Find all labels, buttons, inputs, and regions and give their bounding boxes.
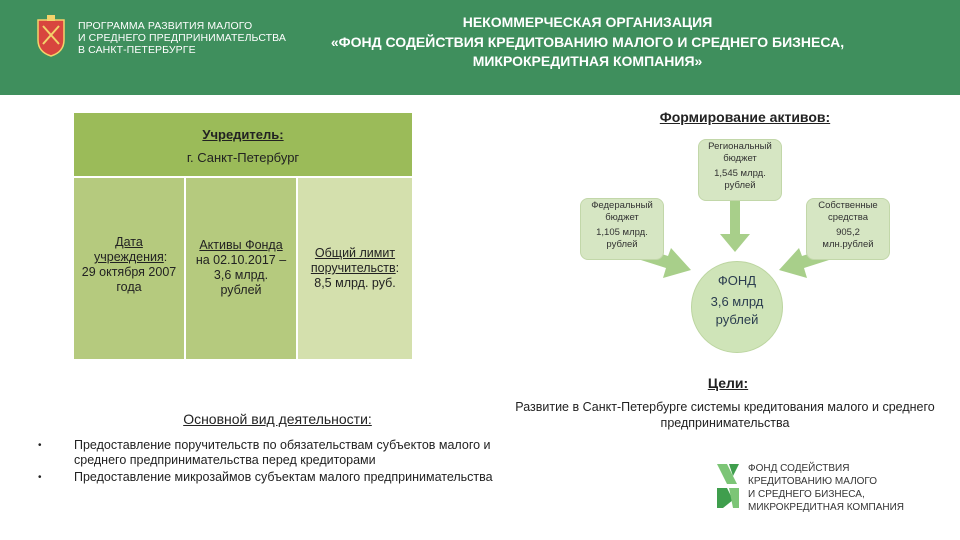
fund-assets-label: Активы Фонда [199, 238, 283, 252]
guarantee-limit-value: 8,5 млрд. руб. [314, 276, 396, 290]
header-banner [0, 0, 960, 95]
fund-logo-icon [713, 462, 743, 510]
arrow-down-icon [720, 200, 750, 252]
goals-title: Цели: [707, 375, 749, 391]
guarantee-limit-label: Общий лимит [314, 246, 396, 260]
guarantee-limit-cell: Общий лимит поручительств: 8,5 млрд. руб. [298, 178, 412, 359]
founder-value: г. Санкт-Петербург [186, 150, 300, 165]
founder-label: Учредитель: [202, 127, 284, 142]
own-funds-bubble: Собственные средства 905,2 млн.рублей [806, 198, 890, 260]
organization-title: НЕКОММЕРЧЕСКАЯ ОРГАНИЗАЦИЯ «ФОНД СОДЕЙСТВИЯ КРЕДИТОВАНИЮ МАЛОГО И СРЕДНЕГО БИЗНЕСА, МИКРОКРЕДИТНАЯ КОМПАНИЯ» [330, 14, 845, 69]
program-title: ПРОГРАММА РАЗВИТИЯ МАЛОГО И СРЕДНЕГО ПРЕДПРИНИМАТЕЛЬСТВА В САНКТ-ПЕТЕРБУРГЕ [78, 20, 287, 56]
fund-circle: ФОНД 3,6 млрд рублей [691, 261, 783, 353]
goals-text: Развитие в Санкт-Петербурге системы кредитования малого и среднего предпринимательства [515, 400, 935, 430]
regional-budget-bubble: Региональный бюджет 1,545 млрд. рублей [698, 139, 782, 201]
founding-date-value: 29 октября 2007 года [81, 265, 177, 294]
fund-logo-text: ФОНД СОДЕЙСТВИЯ КРЕДИТОВАНИЮ МАЛОГО И СРЕДНЕГО БИЗНЕСА, МИКРОКРЕДИТНАЯ КОМПАНИЯ [748, 463, 905, 513]
founder-box [74, 113, 412, 178]
founding-date-label: Дата учреждения [94, 235, 164, 264]
federal-budget-bubble: Федеральный бюджет 1,105 млрд. рублей [580, 198, 664, 260]
assets-title: Формирование активов: [659, 109, 831, 125]
fund-assets-cell [186, 178, 296, 359]
fund-assets-value: на 02.10.2017 – 3,6 млрд. рублей [195, 253, 287, 297]
founding-date-cell: Дата учреждения: 29 октября 2007 года [74, 178, 184, 359]
coat-of-arms-icon [34, 14, 68, 58]
activity-title: Основной вид деятельности: [183, 411, 372, 427]
